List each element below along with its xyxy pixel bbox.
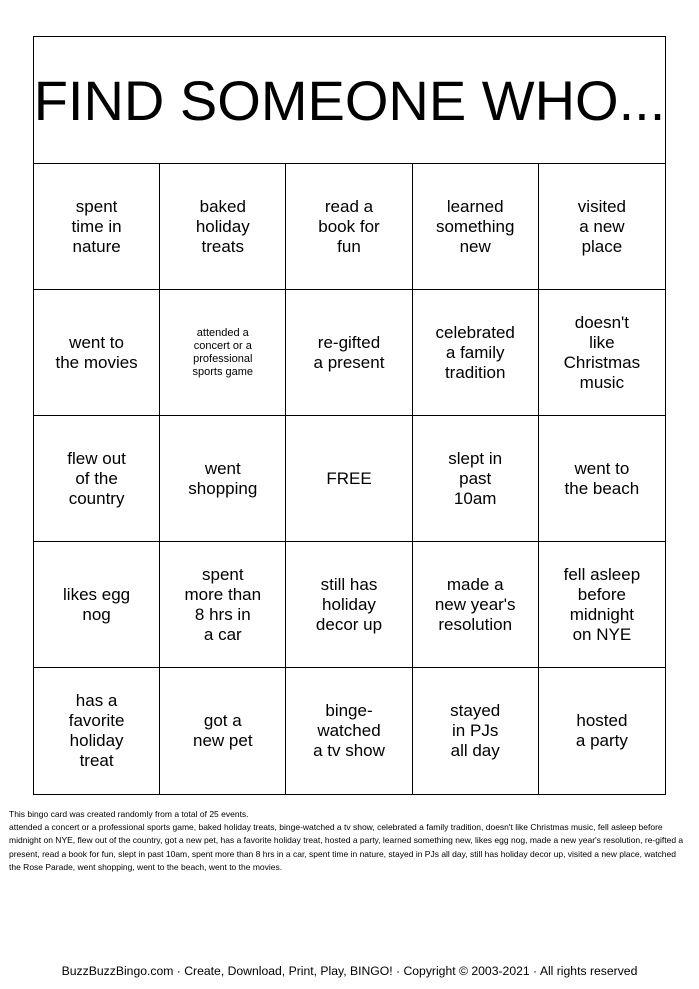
footer-copyright: BuzzBuzzBingo.com · Create, Download, Print, Play, BINGO! · Copyright © 2003-2021 · All rights reserved [61, 964, 638, 978]
bingo-cell [34, 290, 160, 416]
cell-label: binge-watched a tv show [313, 701, 385, 760]
bingo-cell [413, 416, 539, 542]
bingo-cell [539, 668, 665, 794]
cell-label: spent time in nature [71, 196, 122, 256]
cell-label: doesn't like Christmas music [563, 312, 641, 392]
bingo-cell [34, 416, 160, 542]
bingo-cell [286, 290, 412, 416]
cell-label: made a new year's resolution [434, 574, 516, 634]
cell-label: has a favorite holiday treat [68, 691, 125, 770]
bingo-cell [34, 668, 160, 794]
bingo-cell [286, 668, 412, 794]
bingo-cell [539, 416, 665, 542]
event-list-info [9, 808, 685, 874]
bingo-cell [413, 290, 539, 416]
cell-label: re-gifted a present [313, 332, 385, 372]
info-events: attended a concert or a professional sports game, baked holiday treats, binge-watched a tv show, celebrated a family tradition, doesn't like Christmas music, fell asleep before midnight on NYE, flew out of the country, got a new pet, has a favorite holiday treat, hosted a party, learned something new, likes egg nog, made a new year's resolution, re-gifted a present, read a book for fun, slept in past 10am, spent more than 8 hrs in a car, spent time in nature, stayed in PJs all day, still has holiday decor up, visited a new place, watched the Rose Parade, went shopping, went to the beach, went to the movies. [9, 822, 684, 872]
cell-label: attended a concert or a professional sports game [192, 326, 254, 378]
cell-label: visited a new place [577, 196, 626, 256]
cell-label: celebrated a family tradition [435, 322, 515, 382]
cell-label: likes egg nog [63, 584, 131, 624]
bingo-cell [413, 668, 539, 794]
cell-label: spent more than 8 hrs in a car [184, 564, 262, 644]
cell-label: slept in past 10am [448, 448, 503, 508]
bingo-cell [539, 290, 665, 416]
bingo-cell [413, 542, 539, 668]
bingo-cell [160, 542, 286, 668]
free-space-cell [286, 416, 412, 542]
cell-label: went to the movies [55, 332, 138, 372]
bingo-cell [160, 164, 286, 290]
cell-label: FREE [326, 468, 372, 488]
bingo-card [33, 36, 666, 795]
cell-label: got a new pet [193, 711, 253, 750]
cell-label: went shopping [188, 458, 258, 498]
bingo-cell [160, 290, 286, 416]
bingo-cell [34, 542, 160, 668]
cell-label: read a book for fun [318, 196, 380, 256]
cell-label: went to the beach [564, 458, 640, 498]
cell-label: stayed in PJs all day [450, 701, 501, 760]
cell-label: hosted a party [575, 711, 628, 750]
info-summary: This bingo card was created randomly from a total of 25 events. [9, 809, 249, 819]
cell-label: learned something new [435, 196, 515, 256]
cell-label: fell asleep before midnight on NYE [563, 564, 641, 644]
bingo-cell [539, 164, 665, 290]
cell-label: flew out of the country [67, 448, 126, 508]
bingo-cell [413, 164, 539, 290]
bingo-grid [34, 164, 665, 794]
cell-label: baked holiday treats [195, 196, 250, 256]
bingo-cell [539, 542, 665, 668]
cell-label: still has holiday decor up [315, 574, 383, 634]
bingo-cell [160, 668, 286, 794]
bingo-cell [286, 542, 412, 668]
bingo-cell [160, 416, 286, 542]
bingo-cell [34, 164, 160, 290]
card-title: FIND SOMEONE WHO... [34, 37, 665, 164]
bingo-cell [286, 164, 412, 290]
